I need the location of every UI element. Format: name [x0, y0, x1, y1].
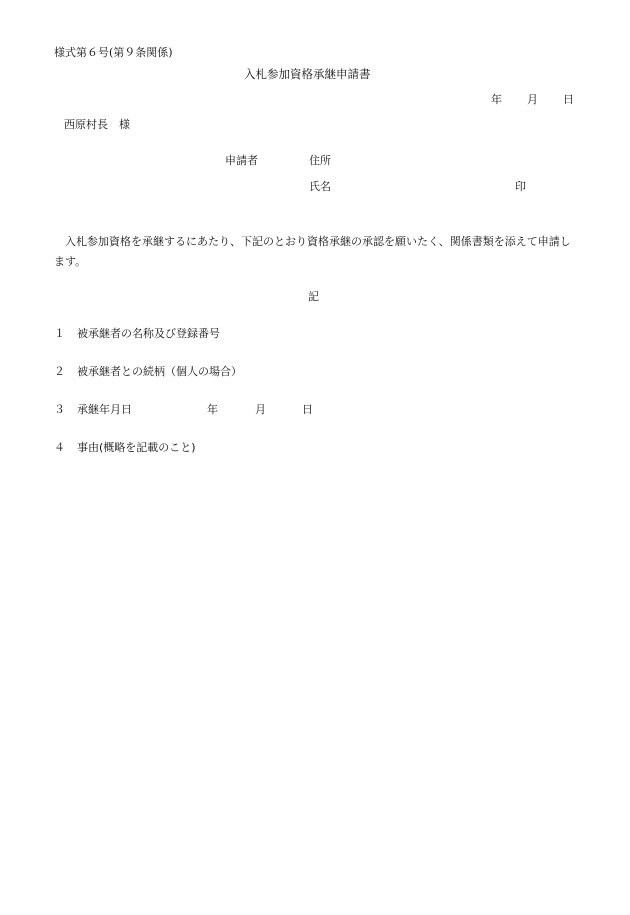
item-number: １: [54, 327, 65, 340]
date-year-label: 年: [491, 93, 502, 106]
seal-label: 印: [515, 180, 526, 193]
item-text: 被承継者との続柄（個人の場合）: [77, 365, 242, 378]
applicant-label: 申請者: [225, 154, 258, 167]
application-body: 入札参加資格を承継するにあたり、下記のとおり資格承継の承認を願いたく、関係書類を添えて申請します。: [54, 235, 571, 268]
document-title: 入札参加資格承継申請書: [244, 67, 371, 81]
addressee: 西原村長 様: [64, 118, 130, 131]
date-month-label: 月: [527, 93, 538, 106]
form-number: 様式第６号(第９条関係): [54, 46, 173, 59]
item-text: 承継年月日: [77, 403, 132, 416]
date-day-label: 日: [563, 93, 574, 106]
item-text: 被承継者の名称及び登録番号: [77, 327, 220, 340]
ki-heading: 記: [308, 290, 319, 303]
address-label: 住所: [309, 154, 331, 167]
name-label: 氏名: [309, 180, 331, 193]
item-number: ４: [54, 441, 65, 454]
item-number: ２: [54, 365, 65, 378]
item-year-label: 年: [207, 403, 218, 416]
item-text: 事由(概略を記載のこと): [77, 441, 196, 454]
item-number: ３: [54, 403, 65, 416]
item-month-label: 月: [255, 403, 266, 416]
item-day-label: 日: [302, 403, 313, 416]
